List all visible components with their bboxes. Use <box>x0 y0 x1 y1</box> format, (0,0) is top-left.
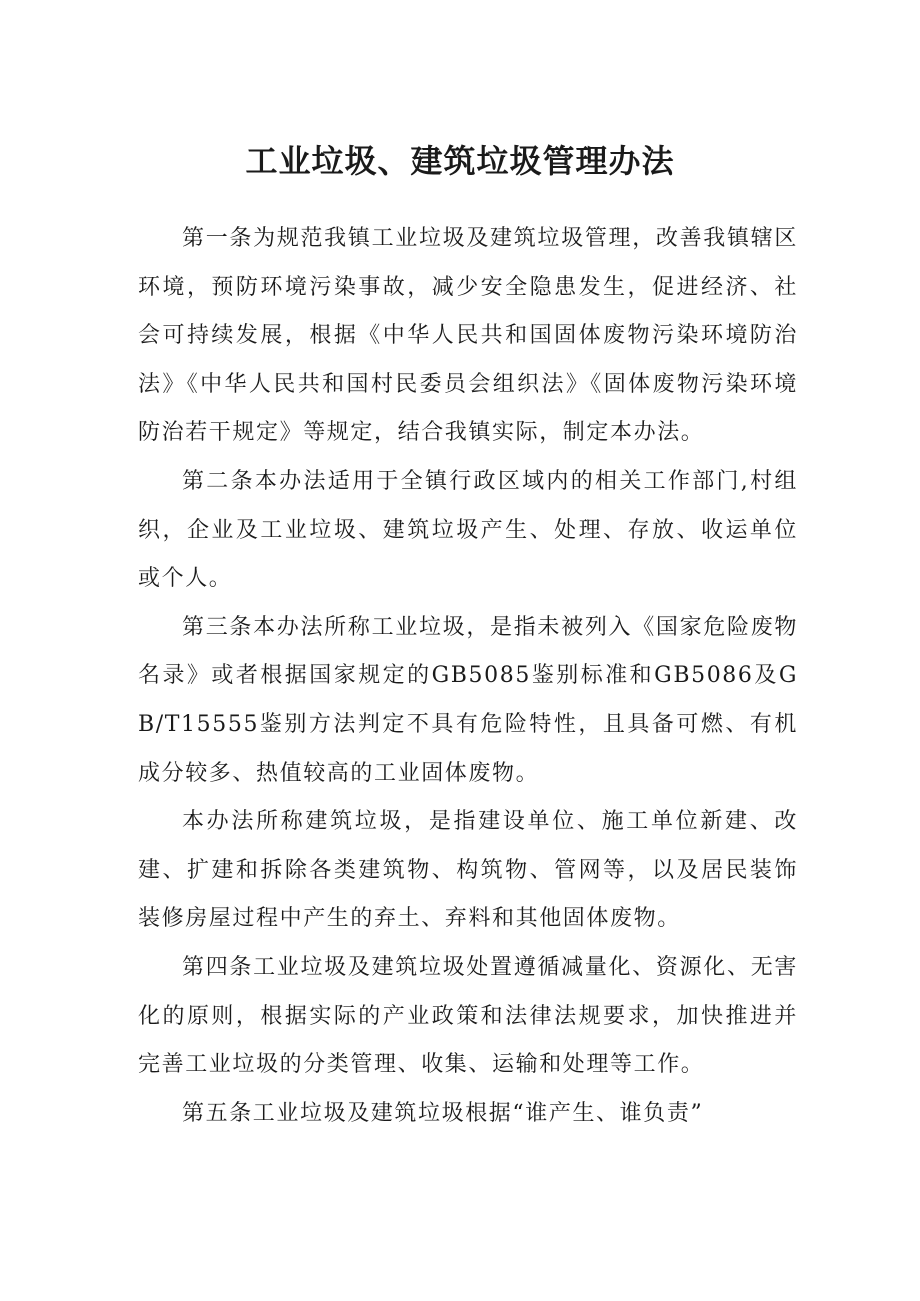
document-body <box>138 215 798 1138</box>
article-4-paragraph: 第四条工业垃圾及建筑垃圾处置遵循减量化、资源化、无害化的原则，根据实际的产业政策和法律法规要求，加快推进并完善工业垃圾的分类管理、收集、运输和处理等工作。 <box>138 954 798 1078</box>
article-3-paragraph: 第三条本办法所称工业垃圾，是指未被列入《国家危险废物名录》或者根据国家规定的GB5085鉴别标准和GB5086及GB/T15555鉴别方法判定不具有危险特性，且具备可燃、有机成分较多、热值较高的工业固体废物。 <box>138 614 798 786</box>
article-2-paragraph: 第二条本办法适用于全镇行政区域内的相关工作部门,村组织，企业及工业垃圾、建筑垃圾产生、处理、存放、收运单位或个人。 <box>138 468 798 592</box>
document-title: 工业垃圾、建筑垃圾管理办法 <box>245 142 675 180</box>
article-1-paragraph: 第一条为规范我镇工业垃圾及建筑垃圾管理，改善我镇辖区环境，预防环境污染事故，减少安全隐患发生，促进经济、社会可持续发展，根据《中华人民共和国固体废物污染环境防治法》《中华人民共和国村民委员会组织法》《固体废物污染环境防治若干规定》等规定，结合我镇实际，制定本办法。 <box>138 226 798 446</box>
article-5-paragraph: 第五条工业垃圾及建筑垃圾根据“谁产生、谁负责” <box>182 1100 704 1126</box>
construction-waste-definition-paragraph: 本办法所称建筑垃圾，是指建设单位、施工单位新建、改建、扩建和拆除各类建筑物、构筑物、管网等，以及居民装饰装修房屋过程中产生的弃土、弃料和其他固体废物。 <box>138 809 798 932</box>
